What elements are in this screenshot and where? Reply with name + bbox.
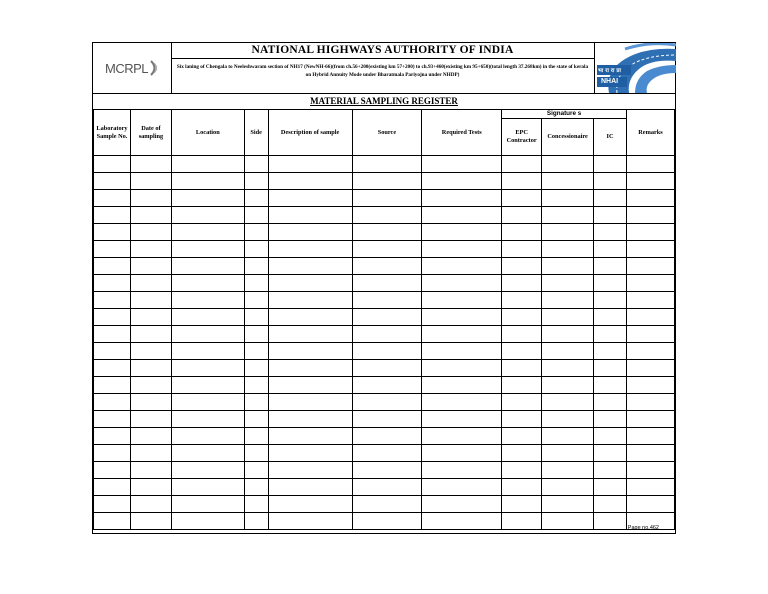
table-cell[interactable] (422, 241, 502, 258)
table-cell[interactable] (171, 156, 244, 173)
table-cell[interactable] (502, 360, 542, 377)
table-cell[interactable] (244, 190, 268, 207)
table-cell[interactable] (542, 462, 594, 479)
table-cell[interactable] (626, 190, 674, 207)
table-row (94, 326, 675, 343)
table-cell[interactable] (626, 360, 674, 377)
table-cell[interactable] (268, 190, 352, 207)
table-cell[interactable] (542, 292, 594, 309)
table-cell[interactable] (244, 394, 268, 411)
table-row (94, 309, 675, 326)
table-cell[interactable] (352, 275, 422, 292)
table-cell[interactable] (542, 258, 594, 275)
table-cell[interactable] (94, 190, 131, 207)
table-cell[interactable] (502, 428, 542, 445)
table-cell[interactable] (171, 258, 244, 275)
table-cell[interactable] (422, 343, 502, 360)
table-cell[interactable] (594, 462, 627, 479)
table-cell[interactable] (268, 224, 352, 241)
table-cell[interactable] (352, 156, 422, 173)
table-cell[interactable] (422, 411, 502, 428)
table-cell[interactable] (594, 394, 627, 411)
table-cell[interactable] (130, 513, 171, 530)
table-cell[interactable] (626, 309, 674, 326)
table-cell[interactable] (244, 496, 268, 513)
table-cell[interactable] (94, 343, 131, 360)
table-cell[interactable] (626, 394, 674, 411)
table-cell[interactable] (542, 428, 594, 445)
table-cell[interactable] (94, 292, 131, 309)
table-cell[interactable] (244, 513, 268, 530)
table-row (94, 428, 675, 445)
table-cell[interactable] (171, 377, 244, 394)
table-cell[interactable] (244, 309, 268, 326)
table-cell[interactable] (422, 258, 502, 275)
table-cell[interactable] (542, 190, 594, 207)
table-cell[interactable] (130, 326, 171, 343)
table-row (94, 496, 675, 513)
table-cell[interactable] (268, 275, 352, 292)
col-header-date-of-sampling: Date of sampling (130, 110, 171, 156)
table-cell[interactable] (268, 445, 352, 462)
table-cell[interactable] (352, 224, 422, 241)
table-cell[interactable] (244, 156, 268, 173)
table-row (94, 479, 675, 496)
nhai-hindi-text: भा रा रा प्रा (598, 68, 621, 74)
table-cell[interactable] (171, 428, 244, 445)
table-cell[interactable] (594, 411, 627, 428)
table-cell[interactable] (352, 377, 422, 394)
table-cell[interactable] (502, 173, 542, 190)
table-cell[interactable] (502, 275, 542, 292)
table-cell[interactable] (130, 292, 171, 309)
table-cell[interactable] (130, 173, 171, 190)
register-title: MATERIAL SAMPLING REGISTER (310, 96, 458, 106)
table-cell[interactable] (502, 496, 542, 513)
table-cell[interactable] (542, 513, 594, 530)
table-cell[interactable] (171, 343, 244, 360)
col-header-ic: IC (594, 119, 627, 156)
table-cell[interactable] (542, 224, 594, 241)
table-cell[interactable] (422, 326, 502, 343)
table-row (94, 343, 675, 360)
table-cell[interactable] (502, 462, 542, 479)
table-cell[interactable] (626, 207, 674, 224)
table-cell[interactable] (626, 258, 674, 275)
register-sheet (92, 42, 676, 534)
table-cell[interactable] (244, 292, 268, 309)
table-cell[interactable] (502, 292, 542, 309)
table-cell[interactable] (352, 326, 422, 343)
table-cell[interactable] (244, 173, 268, 190)
register-title-bar (93, 93, 675, 109)
table-cell[interactable] (130, 258, 171, 275)
table-row (94, 292, 675, 309)
table-cell[interactable] (94, 394, 131, 411)
table-cell[interactable] (268, 513, 352, 530)
header (93, 43, 675, 94)
table-cell[interactable] (94, 156, 131, 173)
table-cell[interactable] (94, 241, 131, 258)
table-row (94, 156, 675, 173)
table-row (94, 258, 675, 275)
table-cell[interactable] (171, 513, 244, 530)
table-cell[interactable] (542, 394, 594, 411)
table-cell[interactable] (422, 207, 502, 224)
table-cell[interactable] (422, 428, 502, 445)
table-cell[interactable] (171, 496, 244, 513)
table-cell[interactable] (502, 326, 542, 343)
table-cell[interactable] (171, 462, 244, 479)
table-cell[interactable] (502, 156, 542, 173)
table-cell[interactable] (130, 462, 171, 479)
col-header-side: Side (244, 110, 268, 156)
table-cell[interactable] (268, 309, 352, 326)
table-cell[interactable] (352, 360, 422, 377)
table-cell[interactable] (244, 462, 268, 479)
table-cell[interactable] (94, 360, 131, 377)
table-cell[interactable] (130, 241, 171, 258)
table-body (94, 156, 675, 530)
table-cell[interactable] (542, 275, 594, 292)
table-cell[interactable] (594, 326, 627, 343)
project-description: Six laning of Chengala to Neeleshwaram section of NH17 (NewNH-66)(from ch.56+200(existing km 57+200) to ch.93+460(existing km 95+650)(total length 37.268km) in the state of kerala on Hybrid Annuity Mode under Bharatmala Pariyojna under NHDP) (176, 64, 589, 78)
table-cell[interactable] (171, 479, 244, 496)
table-cell[interactable] (594, 428, 627, 445)
table-cell[interactable] (130, 394, 171, 411)
table-cell[interactable] (352, 173, 422, 190)
table-cell[interactable] (594, 377, 627, 394)
table-cell[interactable] (268, 496, 352, 513)
table-cell[interactable] (594, 156, 627, 173)
table-cell[interactable] (422, 275, 502, 292)
table-cell[interactable] (542, 360, 594, 377)
col-header-required-tests: Required Tests (422, 110, 502, 156)
table-cell[interactable] (171, 207, 244, 224)
table-cell[interactable] (422, 377, 502, 394)
col-header-source: Source (352, 110, 422, 156)
table-cell[interactable] (594, 275, 627, 292)
table-row (94, 377, 675, 394)
table-cell[interactable] (352, 462, 422, 479)
table-cell[interactable] (352, 513, 422, 530)
table-cell[interactable] (542, 241, 594, 258)
table-cell[interactable] (352, 258, 422, 275)
authority-title: NATIONAL HIGHWAYS AUTHORITY OF INDIA (171, 43, 594, 59)
mcrpl-logo-text: MCRPL (104, 60, 148, 76)
table-cell[interactable] (502, 190, 542, 207)
table-cell[interactable] (268, 156, 352, 173)
table-cell[interactable] (130, 275, 171, 292)
table-cell[interactable] (268, 479, 352, 496)
table-cell[interactable] (94, 207, 131, 224)
table-cell[interactable] (422, 496, 502, 513)
table-cell[interactable] (244, 207, 268, 224)
table-cell[interactable] (171, 411, 244, 428)
table-cell[interactable] (422, 156, 502, 173)
table-cell[interactable] (244, 411, 268, 428)
table-cell[interactable] (626, 241, 674, 258)
table-cell[interactable] (130, 224, 171, 241)
table-row (94, 173, 675, 190)
table-cell[interactable] (502, 309, 542, 326)
table-cell[interactable] (626, 445, 674, 462)
table-cell[interactable] (542, 309, 594, 326)
table-row (94, 224, 675, 241)
table-cell[interactable] (502, 411, 542, 428)
table-cell[interactable] (502, 513, 542, 530)
table-cell[interactable] (244, 326, 268, 343)
table-cell[interactable] (594, 513, 627, 530)
nhai-text: NHAI (601, 78, 619, 85)
table-cell[interactable] (594, 496, 627, 513)
table-cell[interactable] (594, 360, 627, 377)
table-cell[interactable] (502, 479, 542, 496)
table-cell[interactable] (171, 224, 244, 241)
table-cell[interactable] (502, 207, 542, 224)
table-cell[interactable] (422, 479, 502, 496)
table-cell[interactable] (268, 292, 352, 309)
table-cell[interactable] (352, 343, 422, 360)
table-cell[interactable] (542, 156, 594, 173)
table-cell[interactable] (244, 241, 268, 258)
table-cell[interactable] (352, 241, 422, 258)
col-header-lab-sample-no: Laboratory Sample No. (94, 110, 131, 156)
table-cell[interactable] (422, 190, 502, 207)
table-cell[interactable] (594, 445, 627, 462)
table-cell[interactable] (244, 428, 268, 445)
table-cell[interactable] (94, 462, 131, 479)
table-cell[interactable] (352, 428, 422, 445)
table-cell[interactable] (94, 496, 131, 513)
table-cell[interactable] (594, 343, 627, 360)
col-header-description: Description of sample (268, 110, 352, 156)
table-cell[interactable] (130, 496, 171, 513)
table-cell[interactable] (352, 292, 422, 309)
table-cell[interactable] (542, 411, 594, 428)
table-cell[interactable] (244, 377, 268, 394)
table-cell[interactable] (94, 309, 131, 326)
table-cell[interactable] (244, 258, 268, 275)
table-cell[interactable] (626, 496, 674, 513)
table-row (94, 360, 675, 377)
table-row (94, 241, 675, 258)
table-cell[interactable] (94, 258, 131, 275)
table-cell[interactable] (171, 326, 244, 343)
table-cell[interactable] (268, 428, 352, 445)
table-cell[interactable] (130, 343, 171, 360)
table-cell[interactable] (171, 190, 244, 207)
table-cell[interactable] (594, 258, 627, 275)
table-cell[interactable] (352, 496, 422, 513)
table-row (94, 445, 675, 462)
sampling-table (93, 109, 675, 530)
table-cell[interactable] (626, 292, 674, 309)
table-cell[interactable] (94, 224, 131, 241)
table-cell[interactable] (594, 173, 627, 190)
table-cell[interactable] (94, 173, 131, 190)
table-cell[interactable] (626, 173, 674, 190)
table-cell[interactable] (542, 445, 594, 462)
table-row (94, 462, 675, 479)
table-cell[interactable] (130, 445, 171, 462)
col-header-remarks: Remarks (626, 110, 674, 156)
table-cell[interactable] (352, 394, 422, 411)
table-row (94, 411, 675, 428)
table-cell[interactable] (130, 190, 171, 207)
table-cell[interactable] (268, 462, 352, 479)
table-cell[interactable] (268, 326, 352, 343)
swoosh-icon (149, 60, 159, 76)
table-cell[interactable] (94, 445, 131, 462)
table-cell[interactable] (422, 462, 502, 479)
table-cell[interactable] (268, 173, 352, 190)
table-row (94, 207, 675, 224)
table-cell[interactable] (594, 292, 627, 309)
table-cell[interactable] (268, 360, 352, 377)
table-cell[interactable] (244, 224, 268, 241)
table-cell[interactable] (268, 207, 352, 224)
table-cell[interactable] (352, 411, 422, 428)
table-cell[interactable] (502, 343, 542, 360)
table-cell[interactable] (352, 309, 422, 326)
page-number: Page no.462 (627, 525, 659, 531)
table-cell[interactable] (502, 377, 542, 394)
table-cell[interactable] (542, 173, 594, 190)
table-cell[interactable] (244, 275, 268, 292)
table-cell[interactable] (94, 275, 131, 292)
table-cell[interactable] (626, 377, 674, 394)
col-header-concessionaire: Concessionaire (542, 119, 594, 156)
table-cell[interactable] (171, 241, 244, 258)
table-cell[interactable] (130, 309, 171, 326)
table-cell[interactable] (542, 496, 594, 513)
table-cell[interactable] (268, 258, 352, 275)
title-block (171, 43, 594, 93)
table-cell[interactable] (542, 326, 594, 343)
table-cell[interactable] (268, 377, 352, 394)
table-cell[interactable] (352, 190, 422, 207)
table-cell[interactable] (94, 479, 131, 496)
table-cell[interactable] (594, 309, 627, 326)
table-cell[interactable] (171, 292, 244, 309)
table-cell[interactable] (130, 411, 171, 428)
table-cell[interactable] (422, 309, 502, 326)
table-cell[interactable] (594, 241, 627, 258)
table-cell[interactable] (244, 445, 268, 462)
table-cell[interactable] (268, 411, 352, 428)
table-cell[interactable] (171, 445, 244, 462)
table-cell[interactable] (130, 428, 171, 445)
table-cell[interactable] (626, 224, 674, 241)
table-row (94, 275, 675, 292)
col-header-signatures: Signature s (502, 110, 627, 119)
table-cell[interactable] (171, 173, 244, 190)
col-header-epc-contractor: EPC Contractor (502, 119, 542, 156)
table-cell[interactable] (171, 275, 244, 292)
table-cell[interactable] (626, 156, 674, 173)
table-cell[interactable] (171, 360, 244, 377)
table-cell[interactable] (422, 224, 502, 241)
table-cell[interactable] (626, 411, 674, 428)
table-cell[interactable] (542, 207, 594, 224)
table-cell[interactable] (94, 326, 131, 343)
table-cell[interactable] (594, 190, 627, 207)
table-cell[interactable] (626, 275, 674, 292)
table-cell[interactable] (542, 343, 594, 360)
table-cell[interactable] (130, 207, 171, 224)
mcrpl-logo (93, 43, 172, 93)
table-cell[interactable] (594, 224, 627, 241)
table-cell[interactable] (626, 326, 674, 343)
table-cell[interactable] (422, 292, 502, 309)
table-cell[interactable] (171, 394, 244, 411)
table-cell[interactable] (244, 343, 268, 360)
table-cell[interactable] (244, 479, 268, 496)
table-row (94, 513, 675, 530)
table-cell[interactable] (94, 377, 131, 394)
table-cell[interactable] (626, 479, 674, 496)
table-cell[interactable] (594, 479, 627, 496)
table-cell[interactable] (502, 394, 542, 411)
table-cell[interactable] (268, 394, 352, 411)
table-cell[interactable] (244, 360, 268, 377)
nhai-logo (594, 43, 676, 93)
table-cell[interactable] (502, 445, 542, 462)
table-cell[interactable] (422, 394, 502, 411)
table-cell[interactable] (130, 156, 171, 173)
table-cell[interactable] (130, 377, 171, 394)
table-cell[interactable] (594, 207, 627, 224)
table-cell[interactable] (422, 513, 502, 530)
table-row (94, 190, 675, 207)
table-cell[interactable] (130, 360, 171, 377)
table-cell[interactable] (268, 241, 352, 258)
col-header-location: Location (171, 110, 244, 156)
table-cell[interactable] (352, 445, 422, 462)
table-cell[interactable] (352, 207, 422, 224)
table-cell[interactable] (422, 360, 502, 377)
table-cell[interactable] (542, 377, 594, 394)
table-cell[interactable] (171, 309, 244, 326)
table-cell[interactable] (542, 479, 594, 496)
table-cell[interactable] (502, 241, 542, 258)
table-cell[interactable] (130, 479, 171, 496)
table-cell[interactable] (502, 258, 542, 275)
table-cell[interactable] (422, 173, 502, 190)
table-cell[interactable] (352, 479, 422, 496)
table-cell[interactable] (626, 428, 674, 445)
table-cell[interactable] (626, 462, 674, 479)
table-cell[interactable] (626, 343, 674, 360)
table-cell[interactable] (94, 513, 131, 530)
table-row (94, 394, 675, 411)
table-cell[interactable] (94, 428, 131, 445)
table-cell[interactable] (94, 411, 131, 428)
table-cell[interactable] (502, 224, 542, 241)
table-cell[interactable] (422, 445, 502, 462)
table-cell[interactable] (268, 343, 352, 360)
